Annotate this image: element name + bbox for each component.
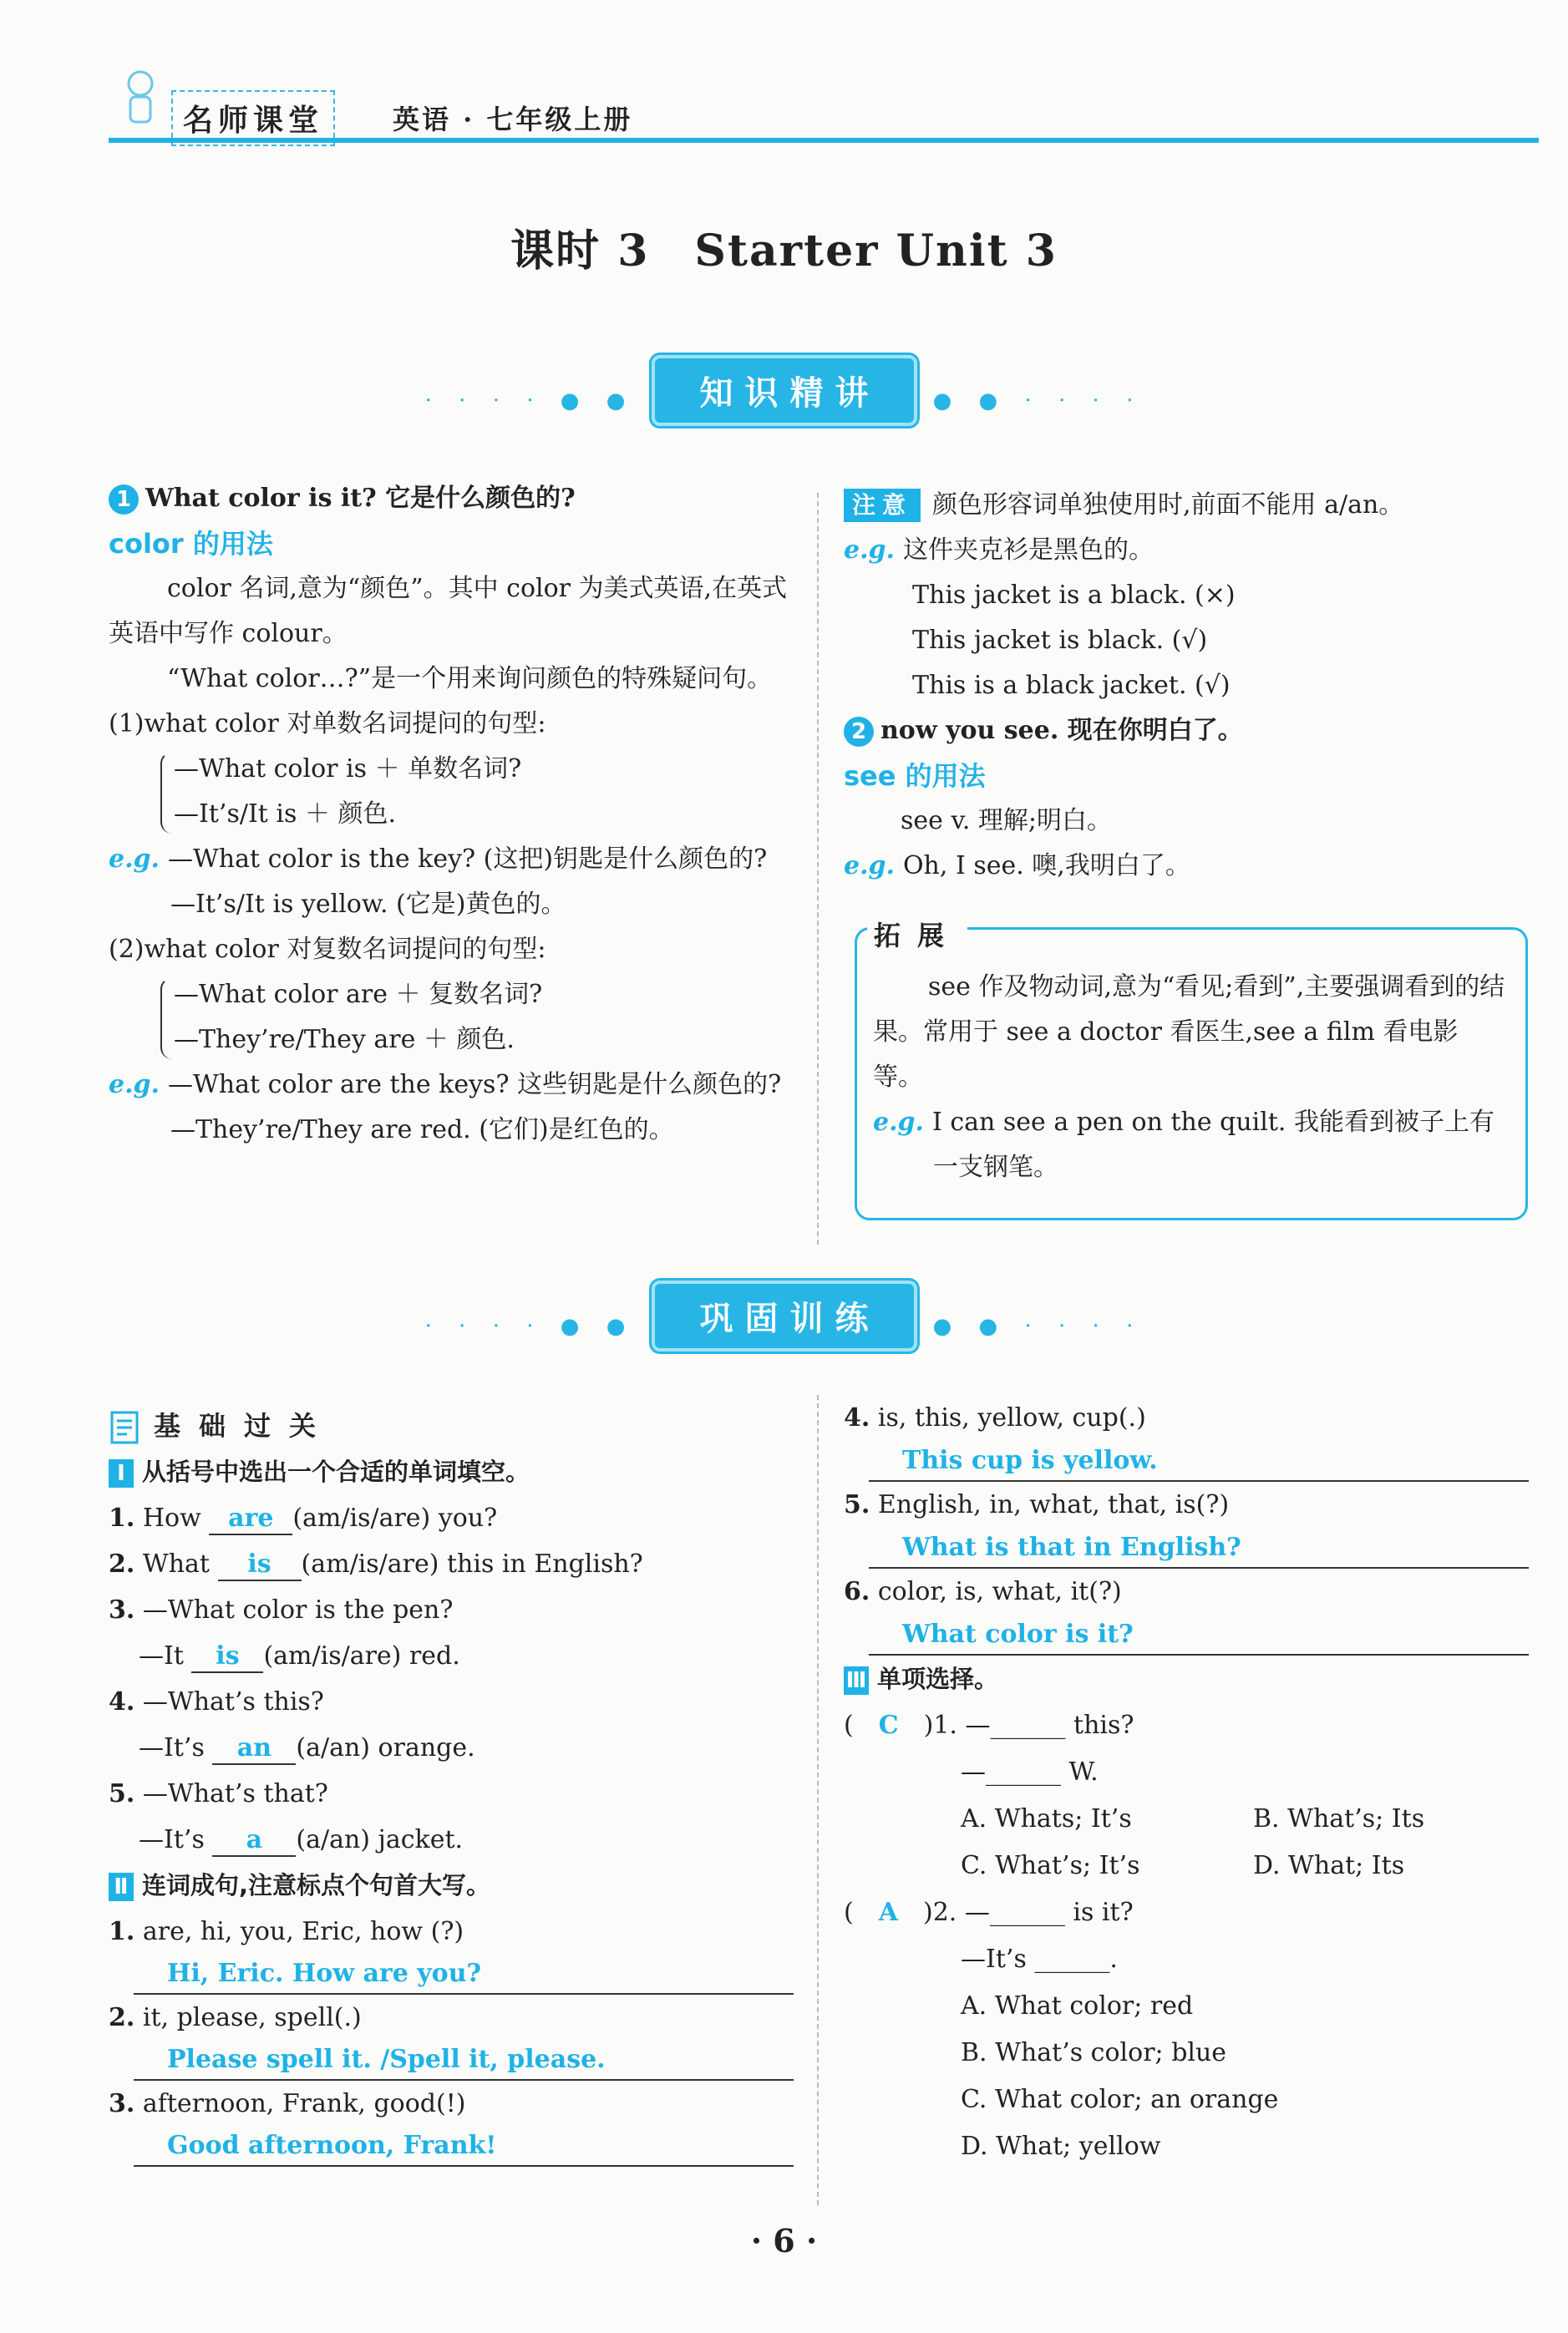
mc-2-answer: A [878, 1898, 898, 1927]
pattern-1-b: —It’s/It is ＋ 颜色. [174, 799, 396, 829]
mc-1-answer: C [878, 1711, 899, 1740]
eg-label: e.g. [873, 1108, 924, 1137]
mc-2-option-b: B. What’s color; blue [961, 2038, 1227, 2067]
example-2-question [109, 1063, 794, 1108]
knowledge-banner [0, 355, 1568, 426]
item-text: )1. —______ this? [923, 1711, 1134, 1740]
column-divider [817, 493, 819, 1245]
sentence-5-answer: What is that in English? [869, 1529, 1529, 1569]
see-definition: see v. 理解;明白。 [901, 806, 1113, 835]
sentence-6-answer: What color is it? [869, 1615, 1529, 1656]
mc-1-question: ( C )1. —______ this? [844, 1711, 1134, 1740]
mc-1-option-a: A. Whats; It’s [961, 1804, 1132, 1833]
eg-label: e.g. [109, 1070, 160, 1099]
item-text: (a/an) orange. [296, 1733, 475, 1762]
example-1-question [109, 837, 794, 882]
example-wrong: This jacket is a black. (×) [912, 581, 1236, 610]
item-text: (a/an) jacket. [296, 1825, 464, 1854]
mascot-logo-icon [115, 65, 165, 132]
knowledge-banner-label: 知识精讲 [652, 355, 917, 426]
note-example-text: 这件夹克衫是黑色的。 [902, 535, 1154, 565]
color-paragraph-1: color 名词,意为“颜色”。其中 color 为美式英语,在英式英语中写作 colour。 [109, 574, 788, 648]
item-text: are, hi, you, Eric, how (?) [142, 1917, 464, 1946]
example-1-question-text: —What color is the key? (这把)钥匙是什么颜色的? [167, 844, 768, 874]
brace-2 [160, 977, 174, 1059]
practice-right-column [844, 1395, 1529, 2170]
item-text: —It’s [139, 1825, 205, 1854]
banner-dots-right: ● ● · · · · [932, 1313, 1144, 1339]
item-text: —What’s that? [142, 1779, 328, 1808]
extension-tag: 拓展 [867, 915, 967, 953]
point-1-number: 1 [109, 484, 139, 515]
point-2-heading [844, 708, 1529, 753]
banner-dots-left: · · · · ● ● [424, 1313, 636, 1339]
practice-left-column [109, 1403, 794, 2167]
item-text: —It [139, 1641, 184, 1671]
fill-item-5-question: 5. —What’s that? [109, 1779, 328, 1808]
point-1-heading [109, 476, 794, 521]
fill-item-4-question: 4. —What’s this? [109, 1687, 324, 1717]
mc-1-options [844, 1796, 1529, 1889]
mc-2-option-a: A. What color; red [961, 1991, 1194, 2021]
book-title: 名师课堂 [171, 90, 335, 146]
item-number: 1. [109, 1504, 135, 1533]
answer-blank: is [191, 1641, 263, 1673]
point-1-text: What color is it? 它是什么颜色的? [145, 484, 576, 513]
pattern-2-heading: (2)what color 对复数名词提问的句型: [109, 935, 546, 964]
extension-text: see 作及物动词,意为“看见;看到”,主要强调看到的结果。常用于 see a doctor 看医生,see a film 看电影等。 [873, 972, 1505, 1092]
sentence-5: 5. English, in, what, that, is(?) [844, 1490, 1230, 1519]
item-text: (am/is/are) this in English? [301, 1549, 643, 1579]
extension-example [873, 1100, 1508, 1190]
eg-label: e.g. [844, 851, 895, 880]
item-text: )2. —______ is it? [923, 1898, 1134, 1927]
color-paragraph-2: “What color…?”是一个用来询问颜色的特殊疑问句。 [167, 664, 773, 693]
sentence-1-answer: Hi, Eric. How are you? [134, 1955, 794, 1995]
point-2-number: 2 [844, 717, 874, 747]
mc-1-option-d: D. What; Its [1253, 1851, 1405, 1880]
answer-blank: a [212, 1825, 296, 1857]
banner-dots-right: ● ● · · · · [932, 388, 1144, 413]
eg-label: e.g. [109, 844, 160, 874]
basic-heading-text: 基础过关 [154, 1410, 335, 1442]
pattern-1-a: —What color is ＋ 单数名词? [174, 754, 522, 784]
pattern-2-a: —What color are ＋ 复数名词? [174, 980, 543, 1009]
see-usage-title: see 的用法 [844, 760, 986, 792]
sentence-3: 3. afternoon, Frank, good(!) [109, 2089, 466, 2118]
page-title: 课时 3 Starter Unit 3 [510, 226, 1058, 276]
section-3-heading [844, 1656, 1529, 1702]
column-divider [817, 1395, 819, 2205]
item-text: —It’s [139, 1733, 205, 1762]
item-text: —What’s this? [142, 1687, 324, 1717]
mc-2-option-c: C. What color; an orange [961, 2085, 1279, 2114]
note-text: 颜色形容词单独使用时,前面不能用 a/an。 [932, 490, 1404, 520]
pattern-1-block [109, 747, 794, 837]
extension-example-text: I can see a pen on the quilt. 我能看到被子上有一支钢笔。 [931, 1108, 1494, 1182]
item-text: What [142, 1549, 210, 1579]
mc-1-line-2: —______ W. [961, 1757, 1099, 1787]
knowledge-left-column [109, 476, 794, 1153]
banner-dots-left: · · · · ● ● [424, 388, 636, 413]
section-2-title: 连词成句,注意标点个句首大写。 [142, 1871, 491, 1899]
sentence-3-answer: Good afternoon, Frank! [134, 2127, 794, 2167]
pattern-2-block [109, 972, 794, 1063]
sentence-1: 1. are, hi, you, Eric, how (?) [109, 1917, 464, 1946]
fill-item-2 [109, 1541, 794, 1587]
mc-2-option-d: D. What; yellow [961, 2132, 1161, 2161]
section-2-heading [109, 1863, 794, 1909]
page-number: · 6 · [750, 2222, 818, 2259]
subject-label: 英语 · 七年级上册 [393, 104, 633, 135]
note-example [844, 528, 1529, 573]
see-example-text: Oh, I see. 噢,我明白了。 [902, 851, 1190, 880]
sentence-6: 6. color, is, what, it(?) [844, 1577, 1122, 1606]
practice-banner [0, 1281, 1568, 1352]
note-line [844, 483, 1529, 528]
item-text: (am/is/are) you? [292, 1504, 498, 1533]
fill-item-4-answer [109, 1725, 794, 1771]
item-text: afternoon, Frank, good(!) [142, 2089, 466, 2118]
example-2-answer: —They’re/They are red. (它们)是红色的。 [170, 1115, 674, 1144]
mc-1-option-c: C. What’s; It’s [961, 1851, 1140, 1880]
item-text: is, this, yellow, cup(.) [877, 1403, 1146, 1433]
item-text: English, in, what, that, is(?) [877, 1490, 1230, 1519]
point-2-text: now you see. 现在你明白了。 [880, 716, 1243, 745]
extension-content [873, 965, 1508, 1190]
fill-item-3-question: 3. —What color is the pen? [109, 1595, 454, 1625]
section-1-title: 从括号中选出一个合适的单词填空。 [142, 1458, 530, 1486]
pattern-2-b: —They’re/They are ＋ 颜色. [174, 1025, 515, 1054]
sentence-4: 4. is, this, yellow, cup(.) [844, 1403, 1146, 1433]
eg-label: e.g. [844, 535, 895, 565]
item-text: How [142, 1504, 201, 1533]
sentence-2: 2. it, please, spell(.) [109, 2003, 362, 2032]
sentence-2-answer: Please spell it. /Spell it, please. [134, 2041, 794, 2081]
section-3-tag: Ⅲ [844, 1666, 869, 1695]
mc-2-question: ( A )2. —______ is it? [844, 1898, 1134, 1927]
sentence-4-answer: This cup is yellow. [869, 1442, 1529, 1482]
answer-blank: are [209, 1504, 292, 1535]
fill-item-1 [109, 1495, 794, 1541]
item-number: 2. [109, 1549, 135, 1579]
practice-banner-label: 巩固训练 [652, 1281, 917, 1352]
item-text: color, is, what, it(?) [877, 1577, 1122, 1606]
section-1-tag: Ⅰ [109, 1459, 134, 1488]
item-text: —What color is the pen? [142, 1595, 454, 1625]
mc-2-line-2: —It’s ______. [961, 1945, 1118, 1974]
mc-1-option-b: B. What’s; Its [1253, 1804, 1425, 1833]
basic-heading [109, 1403, 794, 1449]
fill-item-5-answer [109, 1817, 794, 1863]
note-tag: 注意 [844, 489, 921, 522]
fill-item-3-answer [109, 1633, 794, 1679]
pattern-1-heading: (1)what color 对单数名词提问的句型: [109, 709, 546, 738]
example-2-question-text: —What color are the keys? 这些钥匙是什么颜色的? [167, 1070, 782, 1099]
section-2-tag: Ⅱ [109, 1873, 134, 1901]
example-right-1: This jacket is black. (√) [912, 626, 1208, 655]
section-3-title: 单项选择。 [877, 1665, 999, 1693]
color-usage-title: color 的用法 [109, 528, 273, 560]
brace-1 [160, 752, 174, 834]
answer-blank: is [218, 1549, 302, 1581]
example-right-2: This is a black jacket. (√) [912, 671, 1231, 700]
knowledge-right-column [844, 483, 1529, 889]
example-1-answer: —It’s/It is yellow. (它是)黄色的。 [170, 890, 566, 919]
header-rule [109, 138, 1539, 143]
answer-blank: an [212, 1733, 296, 1765]
section-1-heading [109, 1449, 794, 1495]
see-example [844, 844, 1529, 889]
notebook-icon [109, 1409, 145, 1446]
item-text: (am/is/are) red. [263, 1641, 460, 1671]
item-text: it, please, spell(.) [142, 2003, 362, 2032]
